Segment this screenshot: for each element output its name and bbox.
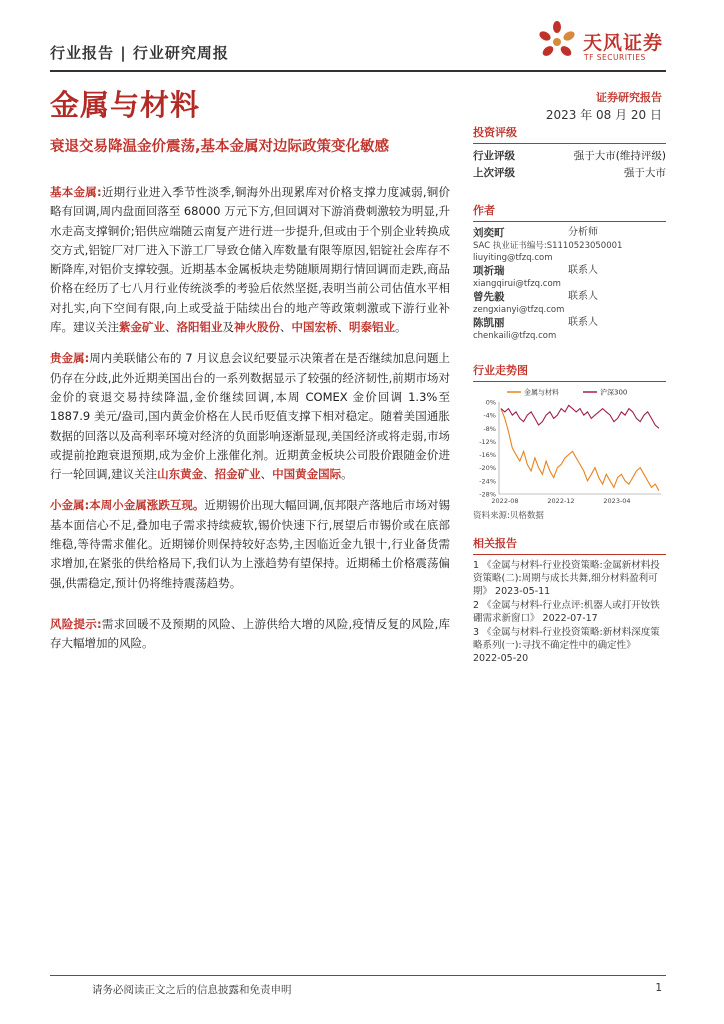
logo-name-en: TF SECURITIES <box>584 53 646 62</box>
paragraph-minor-metals: 小金属:本周小金属涨跌互现。近期锡价出现大幅回调,佤邦限产落地后市场对锡基本面信心不足,叠加电子需求持续疲软,锡价快速下行,展望后市锡价或在底部维稳,等待需求催化。近期锑价则保持较好态势,主因临近金九银十,行业备货需求增加,在紧张的供给格局下,我们认为上涨趋势有望保持。近期稀土价格震荡偏强,供需稳定,预计仍将维持震荡趋势。 <box>50 498 450 590</box>
trend-heading: 行业走势图 <box>473 362 666 382</box>
y-tick-label: -28% <box>479 490 496 499</box>
author-email[interactable]: liuyiting@tfzq.com <box>473 253 553 263</box>
report-date: 2023 年 08 月 20 日 <box>545 108 662 122</box>
author-cert: SAC 执业证书编号:S1110523050001 <box>473 241 623 251</box>
y-tick-label: -12% <box>479 437 496 446</box>
author-email[interactable]: xiangqirui@tfzq.com <box>473 279 561 289</box>
report-type: 证券研究报告 <box>596 91 662 104</box>
series-line-hs300 <box>501 405 659 428</box>
y-tick-label: -20% <box>479 464 496 473</box>
author-entry: 曾先毅 联系人 zengxianyi@tfzq.com <box>473 290 666 316</box>
x-tick-label: 2023-04 <box>603 497 631 505</box>
related-report[interactable]: 2 《金属与材料-行业点评:机器人或打开钕铁硼需求新窗口》 2022-07-17 <box>473 600 660 624</box>
para-lead: 基本金属: <box>50 185 102 199</box>
sidebar <box>473 124 666 666</box>
related-heading: 相关报告 <box>473 535 666 555</box>
rating-row: 行业评级 强于大市(维持评级) <box>473 150 666 162</box>
y-tick-label: 0% <box>485 398 496 407</box>
author-email[interactable]: zengxianyi@tfzq.com <box>473 305 565 315</box>
para-lead: 风险提示: <box>50 616 102 631</box>
author-entry: 项祈瑞 联系人 xiangqirui@tfzq.com <box>473 264 666 290</box>
page-number: 1 <box>655 982 662 994</box>
y-tick-label: -16% <box>479 451 496 460</box>
y-tick-label: -8% <box>483 424 496 433</box>
legend-label: 金属与材料 <box>524 388 559 397</box>
main-content <box>50 183 450 666</box>
logo-flower-icon <box>537 20 577 64</box>
report-headline: 衰退交易降温金价震荡,基本金属对边际政策变化敏感 <box>50 139 390 155</box>
trend-chart-svg <box>473 386 666 506</box>
x-tick-label: 2022-08 <box>491 497 519 505</box>
related-report[interactable]: 3 《金属与材料-行业投资策略:新材料深度策略系列(一):寻找不确定性中的确定性》 2022-05-20 <box>473 627 660 664</box>
paragraph-base-metals: 基本金属:近期行业进入季节性淡季,铜海外出现累库对价格支撑力度减弱,铜价略有回调,周内盘面回落至 68000 万元下方,但回调对下游消费刺激较为明显,升水走高支撑铜价;铝供应端随云南复产进行进一步提升,但或由于个别企业转换成交方式,铝锭厂对厂进入下游工厂导致仓储入库数量有限等原因,铝锭社会库存不断降库,对铝价支撑较强。近期基本金属板块走势随顺周期行情回调而走跌,商品价格在经历了七八月行业传统淡季的考验后依然坚挺,表明当前公司估值水平相对扎实,向下空间有限,向上或受益于陆续出台的地产等政策刺激或下游行业补库。建议关注紫金矿业、洛阳钼业及神火股份、中国宏桥、明泰铝业。 <box>50 185 450 335</box>
header-divider <box>50 70 666 72</box>
y-tick-label: -24% <box>479 477 496 486</box>
para-lead: 贵金属: <box>50 351 90 366</box>
paragraph-precious-metals: 贵金属:周内美联储公布的 7 月议息会议纪要显示决策者在是否继续加息问题上仍存在分歧,此外近期美国出台的一系列数据显示了较强的经济韧性,前期市场对金价的衰退交易持续降温,金价继续回调,本周 COMEX 金价回调 1.3%至 1887.9 美元/盎司,国内黄金价格在人民币贬值支撑下相对稳定。随着美国通胀数据的回落以及高利率环境对经济的负面影响逐渐显现,美国经济或将走弱,市场或提前抢跑衰退预期,成为金价上涨催化剂。近期黄金板块公司股价跟随金价进行一轮回调,建议关注山东黄金、招金矿业、中国黄金国际。 <box>50 351 450 482</box>
author-entry: 刘奕町 分析师 SAC 执业证书编号:S1110523050001 liuyiting@tfzq.com <box>473 226 666 264</box>
report-category: 行业报告 | 行业研究周报 <box>50 44 229 62</box>
series-line-metal <box>501 409 659 491</box>
footer-divider <box>50 975 666 976</box>
related-report[interactable]: 1 《金属与材料-行业投资策略:金属新材料投资策略(二):周期与成长共舞,细分材料盈利可期》 2023-05-11 <box>473 560 660 597</box>
authors-heading: 作者 <box>473 202 666 222</box>
author-email[interactable]: chenkaili@tfzq.com <box>473 331 557 341</box>
page-title: 金属与材料 <box>50 88 201 122</box>
logo-name-cn: 天风证券 <box>583 32 664 54</box>
footer-disclaimer[interactable]: 请务必阅读正文之后的信息披露和免责申明 <box>92 984 292 996</box>
x-tick-label: 2022-12 <box>547 497 575 505</box>
author-entry: 陈凯丽 联系人 chenkaili@tfzq.com <box>473 316 666 342</box>
y-tick-label: -4% <box>483 411 496 420</box>
para-lead: 小金属: <box>50 498 90 513</box>
paragraph-risk: 风险提示:需求回暖不及预期的风险、上游供给大增的风险,疫情反复的风险,库存大幅增加的风险。 <box>50 616 450 651</box>
rating-heading: 投资评级 <box>473 124 666 144</box>
company-logo <box>537 20 677 64</box>
rating-row: 上次评级 强于大市 <box>473 167 666 179</box>
legend-label: 沪深300 <box>600 388 628 397</box>
trend-chart <box>473 386 666 509</box>
chart-source: 资料来源:贝格数据 <box>473 511 544 521</box>
